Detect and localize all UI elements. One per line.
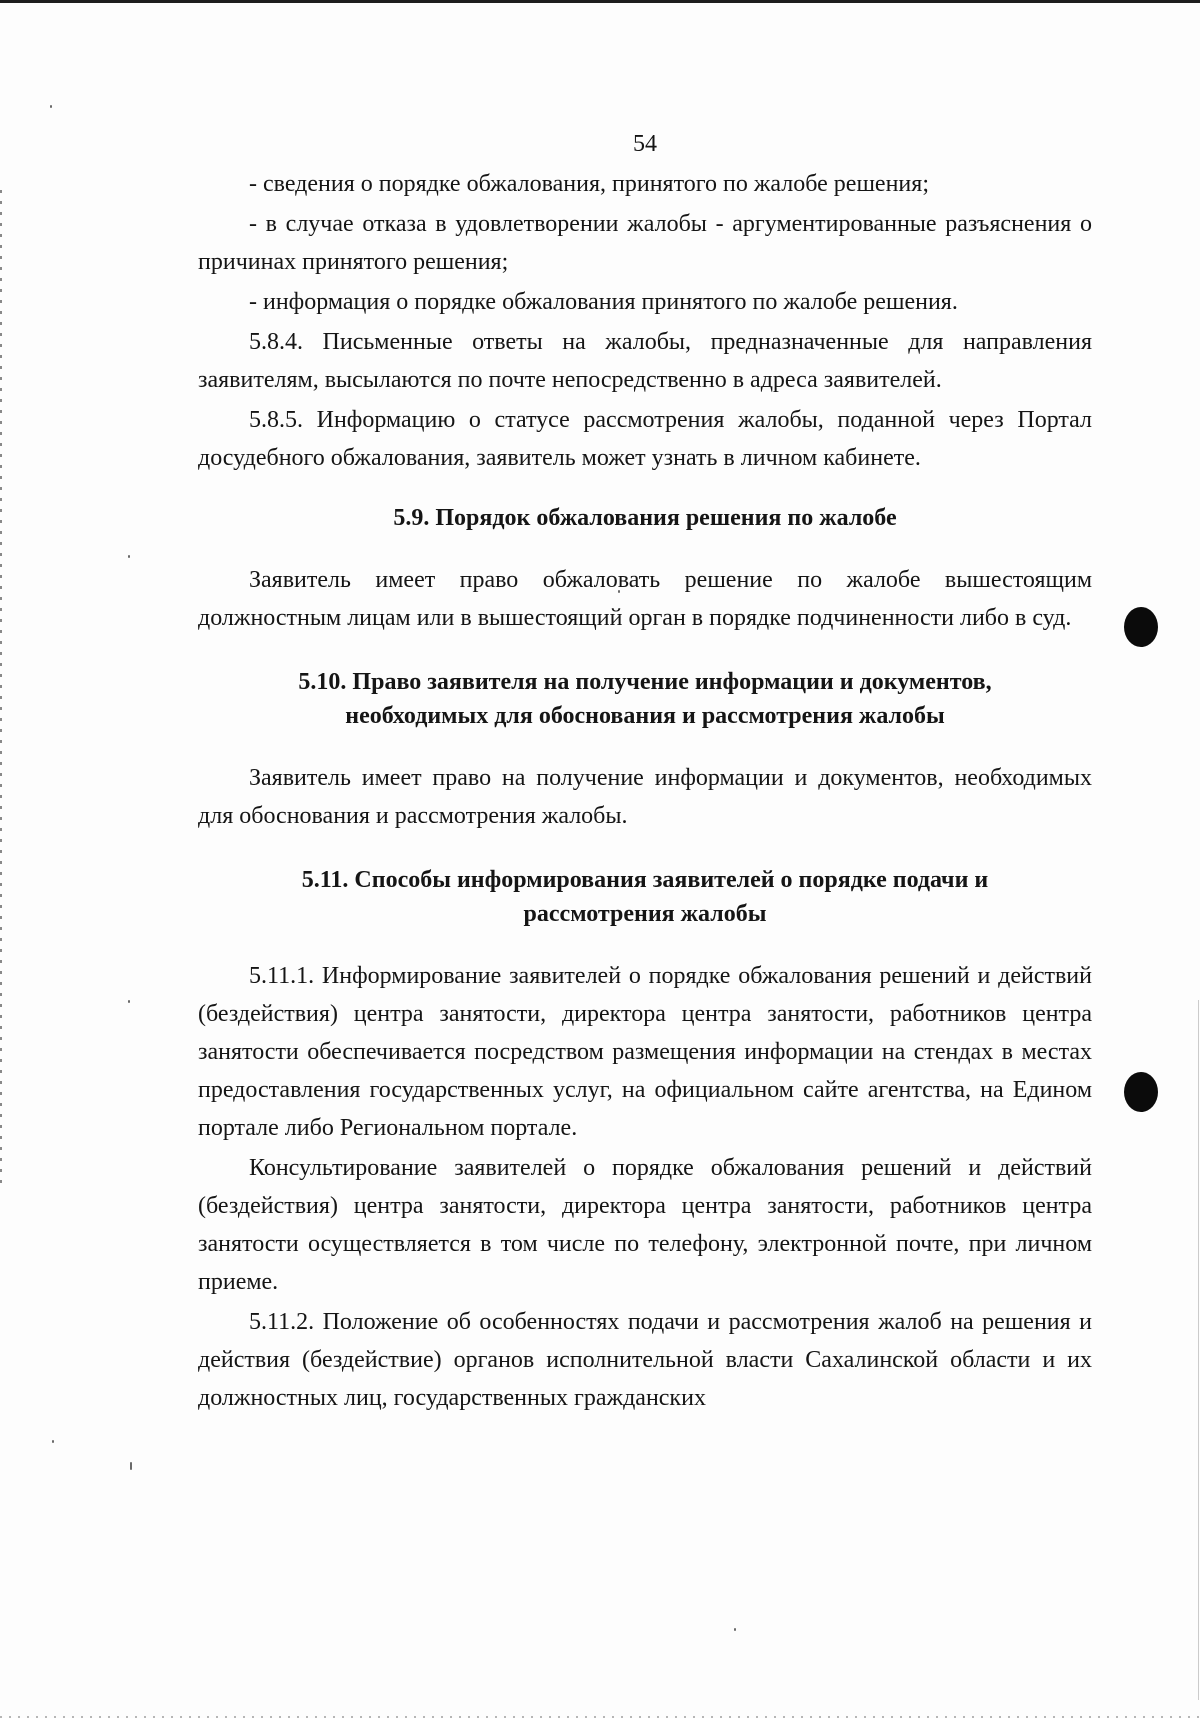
heading-line: 5.11. Способы информирования заявителей о порядке подачи и bbox=[301, 867, 989, 893]
scan-speck bbox=[128, 1000, 130, 1003]
heading-line: необходимых для обоснования и рассмотрения жалобы bbox=[345, 703, 945, 729]
paragraph: - в случае отказа в удовлетворении жалобы - аргументированные разъяснения о причинах принятого решения; bbox=[198, 211, 1092, 275]
section-heading-5-11 bbox=[198, 863, 1092, 931]
page-number: 54 bbox=[633, 131, 657, 157]
section-heading-5-10 bbox=[198, 665, 1092, 733]
scan-right-edge bbox=[1198, 1000, 1199, 1700]
scan-speck bbox=[52, 1440, 54, 1443]
heading-line: 5.10. Право заявителя на получение информации и документов, bbox=[298, 669, 992, 695]
scan-left-edge bbox=[0, 190, 2, 1190]
heading-line: рассмотрения жалобы bbox=[523, 901, 767, 927]
paragraph: - сведения о порядке обжалования, принятого по жалобе решения; bbox=[249, 171, 929, 197]
scan-top-edge bbox=[0, 0, 1200, 3]
paragraph: Заявитель имеет право на получение информации и документов, необходимых для обоснования и рассмотрения жалобы. bbox=[198, 765, 1092, 829]
scan-speck bbox=[130, 1462, 132, 1470]
paragraph: Заявитель имеет право обжаловать решение по жалобе вышестоящим должностным лицам или в вышестоящий орган в порядке подчиненности либо в суд. bbox=[198, 567, 1092, 631]
paragraph: Консультирование заявителей о порядке обжалования решений и действий (бездействия) центра занятости, директора центра занятости, работников центра занятости осуществляется в том числе по телефону, электронной почте, при личном приеме. bbox=[198, 1155, 1092, 1295]
paragraph: 5.11.2. Положение об особенностях подачи и рассмотрения жалоб на решения и действия (бездействие) органов исполнительной власти Сахалинской области и их должностных лиц, государственных гражданских bbox=[198, 1309, 1092, 1411]
punch-hole-bottom bbox=[1124, 1072, 1158, 1112]
paragraph: 5.8.4. Письменные ответы на жалобы, предназначенные для направления заявителям, высылаются по почте непосредственно в адреса заявителей. bbox=[198, 329, 1092, 393]
paragraph: 5.11.1. Информирование заявителей о порядке обжалования решений и действий (бездействия) центра занятости, директора центра занятости, работников центра занятости обеспечивается посредством размещения информации на стендах в местах предоставления государственных услуг, на официальном сайте агентства, на Едином портале либо Региональном портале. bbox=[198, 963, 1092, 1141]
paragraph: - информация о порядке обжалования принятого по жалобе решения. bbox=[249, 289, 958, 315]
document-body bbox=[198, 125, 1092, 1417]
section-heading-5-9: 5.9. Порядок обжалования решения по жалобе bbox=[393, 505, 897, 531]
scan-speck bbox=[734, 1628, 736, 1631]
scan-speck bbox=[50, 105, 52, 108]
scan-speck bbox=[128, 555, 130, 558]
punch-hole-top bbox=[1124, 607, 1158, 647]
paragraph: 5.8.5. Информацию о статусе рассмотрения жалобы, поданной через Портал досудебного обжалования, заявитель может узнать в личном кабинете. bbox=[198, 407, 1092, 471]
